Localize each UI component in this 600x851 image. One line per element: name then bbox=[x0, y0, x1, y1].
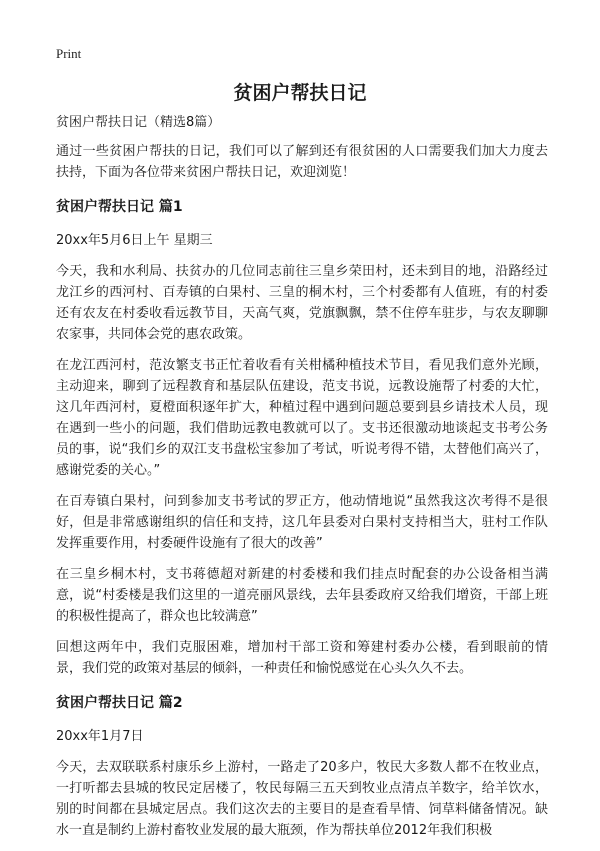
paragraph: 回想这两年中，我们克服困难，增加村干部工资和筹建村委办公楼，看到眼前的情景，我们党的政策对基层的倾斜，一种责任和愉悦感觉在心头久久不去。 bbox=[56, 640, 548, 676]
paragraph: 在百寿镇白果村，问到参加支书考试的罗正方，他动情地说“虽然我这次考得不是很好，但是非常感谢组织的信任和支持，这几年县委对白果村支持相当大，驻村工作队发挥重要作用，村委硬件设施有了很大的改善” bbox=[56, 494, 548, 551]
paragraph: 在三皇乡桐木村，支书蒋德超对新建的村委楼和我们挂点时配套的办公设备相当满意，说“村委楼是我们这里的一道亮丽风景线，去年县委政府又给我们增资，干部上班的积极性提高了，群众也比较满意” bbox=[56, 567, 548, 624]
document-title: 贫困户帮扶日记 bbox=[233, 82, 367, 104]
section-date: 20xx年5月6日上午 星期三 bbox=[56, 233, 213, 248]
print-link[interactable]: Print bbox=[56, 46, 82, 61]
section-2 bbox=[56, 693, 548, 841]
document-body bbox=[56, 112, 548, 851]
document-subtitle: 贫困户帮扶日记（精选8篇） bbox=[56, 115, 221, 130]
paragraph: 在龙江西河村，范汝繁支书正忙着收看有关柑橘种植技术节目，看见我们意外光顾，主动迎来，聊到了远程教育和基层队伍建设，范支书说，远教设施帮了村委的大忙，这几年西河村，夏橙面积逐年扩大，种植过程中遇到问题总要到县乡请技术人员，现在遇到一些小的问题，我们借助远教电教就可以了。支书还很激动地谈起支书考公务员的事，说“我们乡的双江支书盘松宝参加了考试，听说考得不错，太替他们高兴了，感谢党委的关心。” bbox=[56, 358, 548, 478]
paragraph: 今天，我和水利局、扶贫办的几位同志前往三皇乡荣田村，还未到目的地，沿路经过龙江乡的西河村、百寿镇的白果村、三皇的桐木村，三个村委都有人值班，有的村委还有农友在村委收看远教节目，天高气爽，党旗飘飘，禁不住停车驻步，与农友聊聊农家事，共同体会党的惠农政策。 bbox=[56, 264, 548, 342]
section-heading: 贫困户帮扶日记 篇2 bbox=[56, 695, 183, 711]
intro-paragraph: 通过一些贫困户帮扶的日记，我们可以了解到还有很贫困的人口需要我们加大力度去扶持，下面为各位带来贫困户帮扶日记，欢迎浏览！ bbox=[56, 144, 548, 180]
paragraph: 今天，去双联联系村康乐乡上游村，一路走了20多户，牧民大多数人都不在牧业点，一打听都去县城的牧民定居楼了，牧民每隔三五天到牧业点清点羊数字，给羊饮水，别的时间都在县城定居点。我们这次去的主要目的是查看旱情、饲草料储备情况。缺水一直是制约上游村畜牧业发展的最大瓶颈，作为帮扶单位2012年我们积极 bbox=[56, 760, 548, 838]
section-heading: 贫困户帮扶日记 篇1 bbox=[56, 199, 183, 215]
section-1 bbox=[56, 197, 548, 679]
section-date: 20xx年1月7日 bbox=[56, 729, 144, 744]
